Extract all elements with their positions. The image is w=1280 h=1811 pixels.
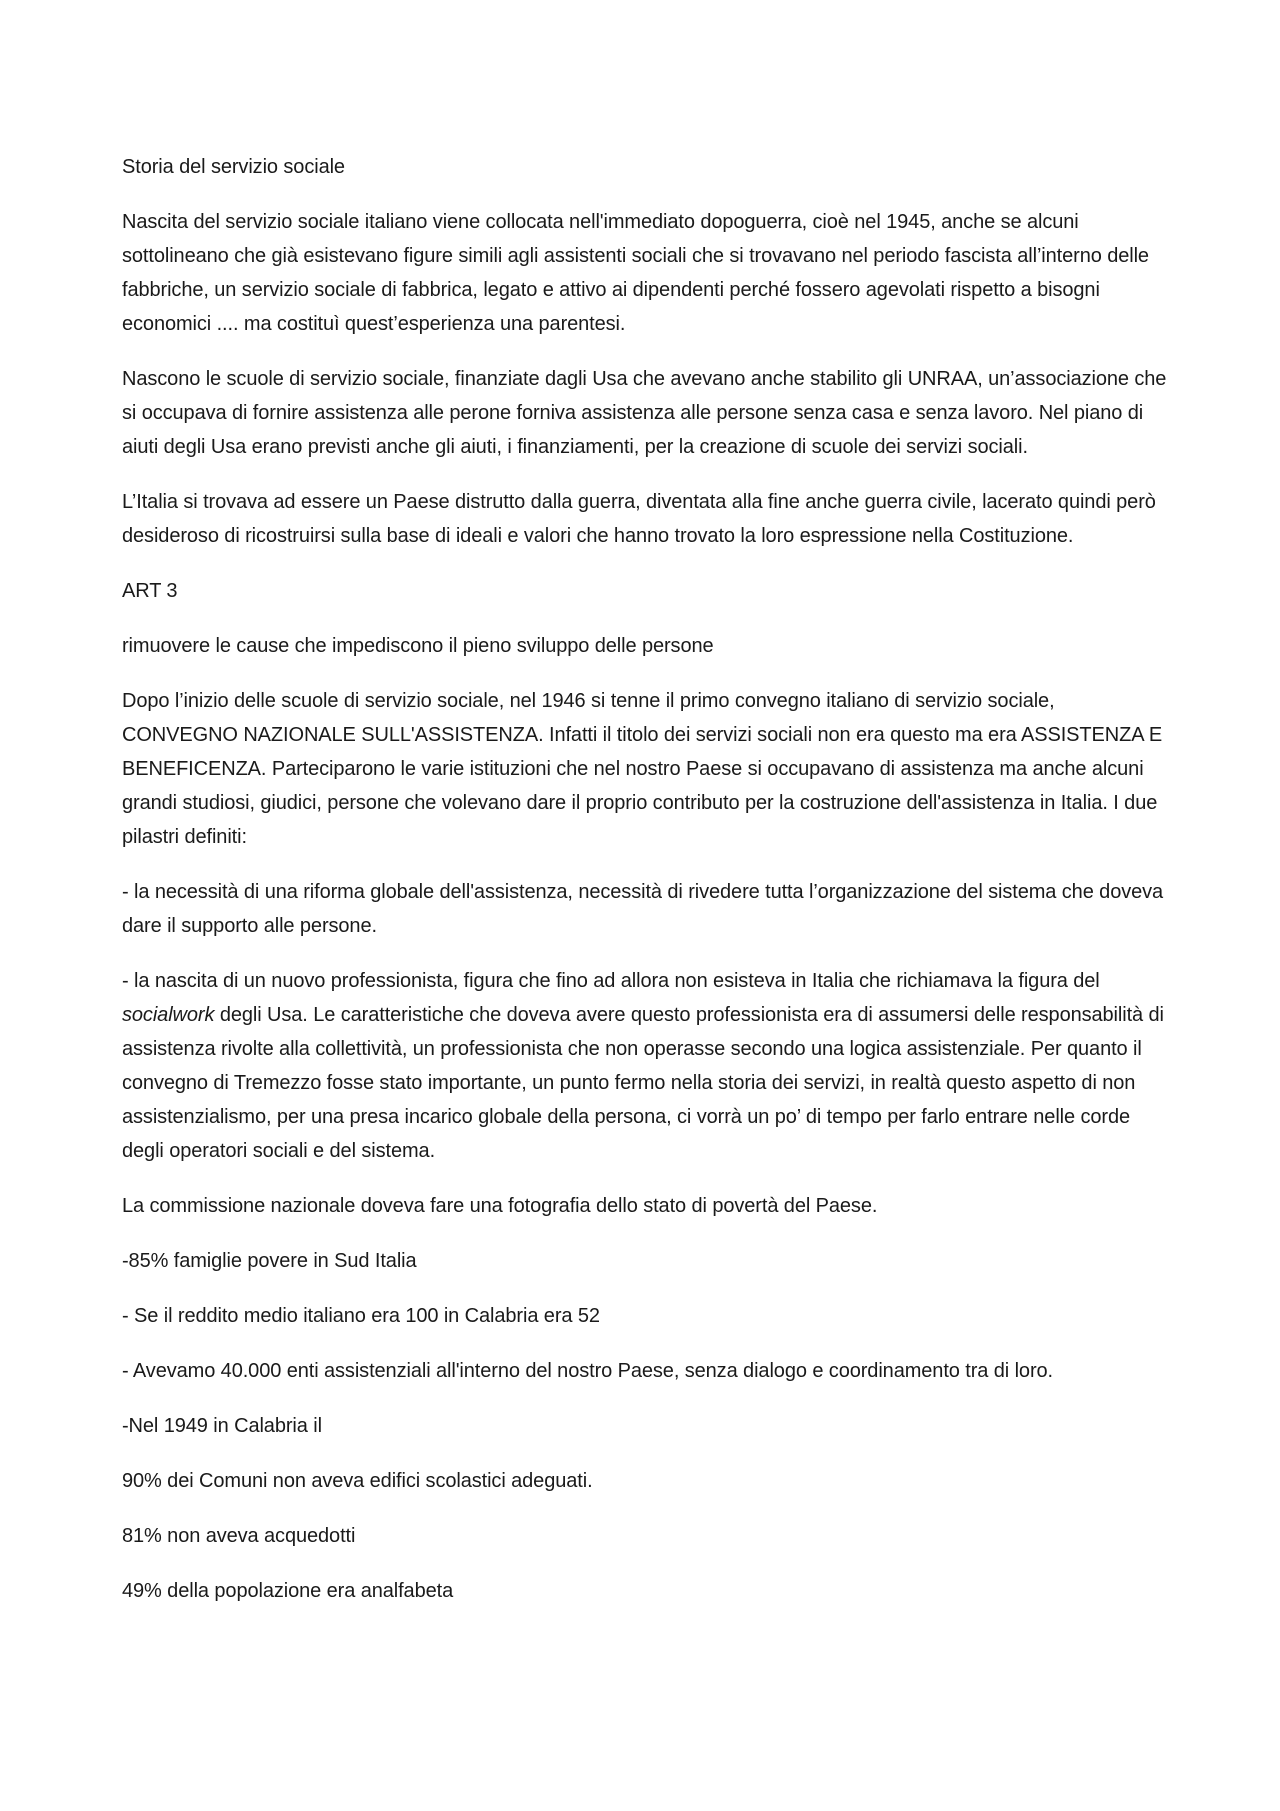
paragraph-scuole: Nascono le scuole di servizio sociale, finanziate dagli Usa che avevano anche stabilito gli UNRAA, un’associazione che si occupava di fornire assistenza alle perone forniva assistenza alle persone senza casa e senza lavoro. Nel piano di aiuti degli Usa erano previsti anche gli aiuti, i finanziamenti, per la creazione di scuole dei servizi sociali. — [122, 368, 1167, 458]
stat-acquedotti: 81% non aveva acquedotti — [122, 1525, 356, 1547]
stat-calabria-1949: -Nel 1949 in Calabria il — [122, 1415, 322, 1437]
stat-analfabeta: 49% della popolazione era analfabeta — [122, 1580, 454, 1602]
document-title: Storia del servizio sociale — [122, 156, 345, 178]
paragraph-art3: ART 3 — [122, 580, 178, 602]
socialwork-term: socialwork — [122, 1004, 215, 1026]
paragraph-nascita: Nascita del servizio sociale italiano viene collocata nell'immediato dopoguerra, cioè nel 1945, anche se alcuni sottolineano che già esistevano figure simili agli assistenti sociali che si trovavano nel periodo fascista all’interno delle fabbriche, un servizio sociale di fabbrica, legato e attivo ai dipendenti perché fossero agevolati rispetto a bisogni economici .... ma costituì quest’esperienza una parentesi. — [122, 211, 1149, 335]
document-page — [122, 150, 1172, 1629]
paragraph-convegno: Dopo l’inizio delle scuole di servizio sociale, nel 1946 si tenne il primo convegno italiano di servizio sociale, CONVEGNO NAZIONALE SULL'ASSISTENZA. Infatti il titolo dei servizi sociali non era questo ma era ASSISTENZA E BENEFICENZA. Parteciparono le varie istituzioni che nel nostro Paese si occupavano di assistenza ma anche alcuni grandi studiosi, giudici, persone che volevano dare il proprio contributo per la costruzione dell'assistenza in Italia. I due pilastri definiti: — [122, 690, 1163, 848]
paragraph-riforma: - la necessità di una riforma globale dell'assistenza, necessità di rivedere tutta l’organizzazione del sistema che doveva dare il supporto alle persone. — [122, 881, 1164, 937]
stat-edifici-scolastici: 90% dei Comuni non aveva edifici scolastici adeguati. — [122, 1470, 593, 1492]
paragraph-italia: L’Italia si trovava ad essere un Paese distrutto dalla guerra, diventata alla fine anche guerra civile, lacerato quindi però desideroso di ricostruirsi sulla base di ideali e valori che hanno trovato la loro espressione nella Costituzione. — [122, 491, 1156, 547]
stat-enti-assistenziali: - Avevamo 40.000 enti assistenziali all'interno del nostro Paese, senza dialogo e coordinamento tra di loro. — [122, 1360, 1053, 1382]
stat-famiglie-povere: -85% famiglie povere in Sud Italia — [122, 1250, 417, 1272]
professionista-text-after: degli Usa. Le caratteristiche che doveva avere questo professionista era di assumersi delle responsabilità di assistenza rivolte alla collettività, un professionista che non operasse secondo una logica assistenziale. Per quanto il convegno di Tremezzo fosse stato importante, un punto fermo nella storia dei servizi, in realtà questo aspetto di non assistenzialismo, per una presa incarico globale della persona, ci vorrà un po’ di tempo per farlo entrare nelle corde degli operatori sociali e del sistema. — [122, 1004, 1164, 1162]
paragraph-rimuovere: rimuovere le cause che impediscono il pieno sviluppo delle persone — [122, 635, 714, 657]
paragraph-commissione: La commissione nazionale doveva fare una fotografia dello stato di povertà del Paese. — [122, 1195, 878, 1217]
professionista-text-before: - la nascita di un nuovo professionista, figura che fino ad allora non esisteva in Italia che richiamava la figura del — [122, 970, 1100, 992]
stat-reddito-medio: - Se il reddito medio italiano era 100 in Calabria era 52 — [122, 1305, 600, 1327]
paragraph-professionista — [122, 964, 1172, 1168]
